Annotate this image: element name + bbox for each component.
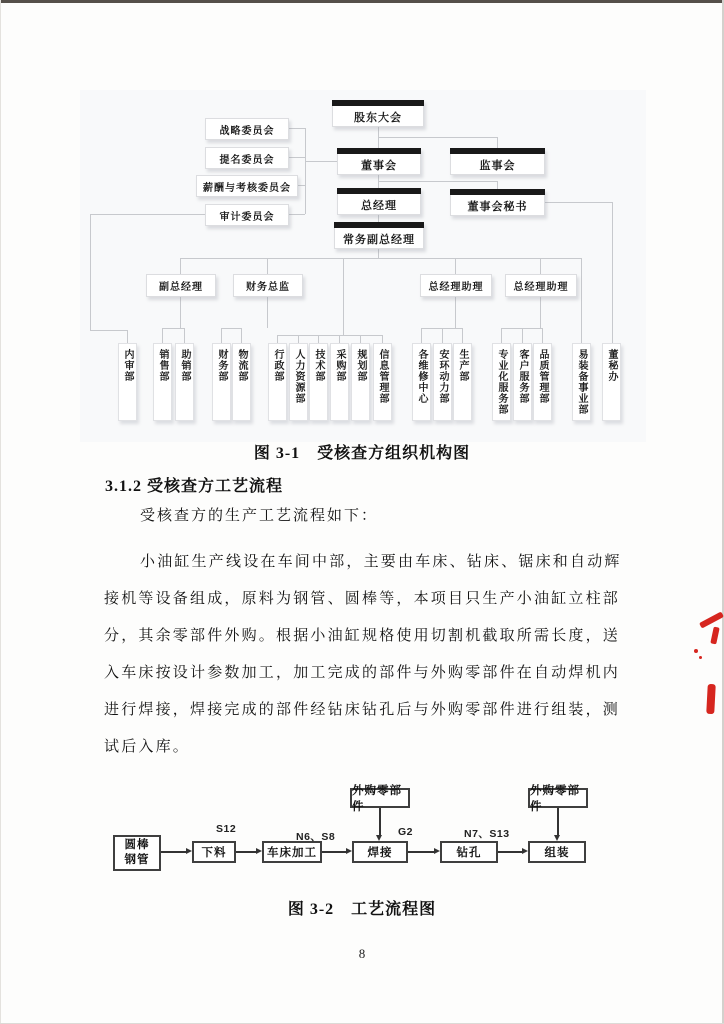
- figure1-caption: 图 3-1 受核查方组织机构图: [253, 445, 471, 462]
- flow-arrow-head: [554, 835, 560, 841]
- flow-step-box-3: 钻孔: [440, 841, 498, 863]
- flow-arrow-line: [408, 851, 435, 853]
- flow-stream-label-3: N7、S13: [464, 828, 510, 840]
- figure2-caption: 图 3-2 工艺流程图: [287, 901, 437, 918]
- org-department-box-17: 易装备事业部: [572, 343, 591, 421]
- org-committee-box-2: 薪酬与考核委员会: [196, 175, 298, 197]
- flow-arrow-line: [557, 808, 559, 835]
- org-department-box-3: 财务部: [212, 343, 231, 421]
- flow-arrow-line: [161, 851, 187, 853]
- org-department-box-11: 各维修中心: [412, 343, 431, 421]
- flow-stream-label-0: S12: [216, 823, 237, 835]
- org-department-box-5: 行政部: [268, 343, 287, 421]
- flow-arrow-head: [346, 848, 352, 854]
- org-department-box-10: 信息管理部: [373, 343, 392, 421]
- org-department-box-8: 采购部: [330, 343, 349, 421]
- flow-arrow-head: [522, 848, 528, 854]
- paragraph-intro: 受核查方的生产工艺流程如下：: [140, 508, 379, 524]
- org-committee-box-3: 审计委员会: [205, 204, 289, 226]
- org-box-0: 股东大会: [332, 100, 424, 127]
- paragraph-line-5: 试后入库。: [104, 739, 191, 755]
- org-manager-box-0: 副总经理: [146, 274, 216, 297]
- org-manager-box-1: 财务总监: [233, 274, 303, 297]
- flow-arrow-line: [379, 808, 381, 835]
- paragraph-line-4: 进行焊接，焊接完成的部件经钻床钻孔后与外购零部件进行组装，测: [104, 702, 621, 718]
- flow-step-box-0: 下料: [192, 841, 236, 863]
- flow-source-line: 圆棒: [124, 839, 150, 851]
- flow-arrow-head: [376, 835, 382, 841]
- org-box-4: 董事会秘书: [450, 189, 545, 216]
- paragraph-line-1: 接机等设备组成，原料为钢管、圆棒等，本项目只生产小油缸立柱部: [104, 591, 621, 607]
- org-department-box-15: 客户服务部: [513, 343, 532, 421]
- org-committee-box-0: 战略委员会: [205, 118, 289, 140]
- org-manager-box-3: 总经理助理: [505, 274, 577, 297]
- page-number: 8: [358, 946, 366, 961]
- flow-arrow-head: [434, 848, 440, 854]
- flow-stream-label-2: G2: [398, 826, 414, 838]
- paragraph-line-0: 小油缸生产线设在车间中部，主要由车床、钻床、锯床和自动辉: [140, 554, 622, 570]
- flow-step-box-1: 车床加工: [262, 841, 322, 863]
- flow-arrow-line: [498, 851, 523, 853]
- paragraph-line-2: 分，其余零部件外购。根据小油缸规格使用切割机截取所需长度，送: [104, 628, 621, 644]
- flow-source-box: [113, 835, 161, 871]
- flow-step-box-4: 组装: [528, 841, 586, 863]
- org-department-box-4: 物流部: [232, 343, 251, 421]
- org-box-5: 常务副总经理: [334, 222, 424, 249]
- org-box-3: 总经理: [337, 188, 421, 215]
- org-department-box-0: 内审部: [118, 343, 137, 421]
- org-manager-box-2: 总经理助理: [420, 274, 492, 297]
- paragraph-line-3: 入车床按设计参数加工，加工完成的部件与外购零部件在自动焊机内: [104, 665, 621, 681]
- org-committee-box-1: 提名委员会: [205, 147, 289, 169]
- org-box-2: 监事会: [450, 148, 545, 175]
- flow-arrow-head: [256, 848, 262, 854]
- org-department-box-18: 董秘办: [602, 343, 621, 421]
- flow-arrow-line: [322, 851, 347, 853]
- red-mark-dot: [699, 656, 702, 659]
- org-department-box-6: 人力资源部: [289, 343, 308, 421]
- flow-arrow-line: [236, 851, 257, 853]
- red-mark-stroke: [706, 684, 716, 714]
- org-department-box-14: 专业化服务部: [492, 343, 511, 421]
- flow-purchased-box-0: 外购零部件: [350, 788, 410, 808]
- org-department-box-1: 销售部: [153, 343, 172, 421]
- red-mark-dot: [694, 649, 698, 653]
- flow-step-box-2: 焊接: [352, 841, 408, 863]
- flow-purchased-box-1: 外购零部件: [528, 788, 588, 808]
- org-department-box-13: 生产部: [453, 343, 472, 421]
- flow-source-line: 钢管: [124, 854, 150, 866]
- org-box-1: 董事会: [337, 148, 421, 175]
- section-heading: 3.1.2 受核查方工艺流程: [105, 478, 284, 495]
- org-department-box-7: 技术部: [309, 343, 328, 421]
- org-department-box-2: 助销部: [175, 343, 194, 421]
- flow-stream-label-1: N6、S8: [296, 831, 336, 843]
- org-department-box-12: 安环动力部: [433, 343, 452, 421]
- org-department-box-9: 规划部: [351, 343, 370, 421]
- flow-arrow-head: [186, 848, 192, 854]
- org-department-box-16: 品质管理部: [533, 343, 552, 421]
